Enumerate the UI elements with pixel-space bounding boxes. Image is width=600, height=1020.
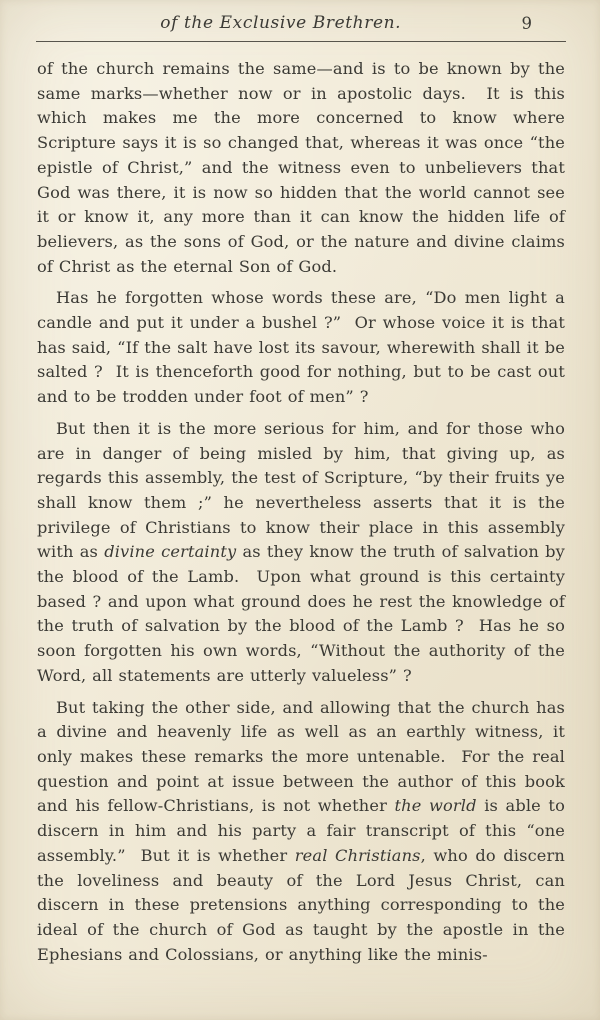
text-run: But taking the other side, and allowing that the church has a divine and heavenly life as well as an earthly witness, it only makes these remarks the more untenable. For the real question and point at issue between the author of this book and his fellow-Christians, is not whether (37, 697, 565, 816)
running-head-title: of the Exclusive Brethren. (160, 13, 402, 33)
page-body (37, 57, 565, 974)
italic-text-run: divine certainty (104, 542, 237, 562)
text-run: , who do discern the loveliness and beauty of the Lord Jesus Christ, can discern in these pretensions anything corresponding to the ideal of the church of God as taught by the apostle in the Ephesians and Colossians, or anything like the minis- (37, 845, 565, 964)
paragraph (37, 57, 565, 279)
page-number: 9 (521, 14, 532, 33)
paragraph (37, 286, 565, 410)
text-run: But then it is the more serious for him, and for those who are in danger of being misled by him, that giving up, as regards this assembly, the test of Scripture, “by their fruits ye shall know them ;” he nevertheless asserts that it is the privilege of Christians to know their place in this assembly with as (37, 418, 565, 562)
header-rule-divider (36, 41, 566, 42)
paragraph (37, 696, 565, 968)
italic-text-run: real Christians (294, 845, 421, 865)
running-head (0, 13, 600, 39)
text-run: Has he forgotten whose words these are, “Do men light a candle and put it under a bushel ?” Or whose voice it is that has said, “If the salt have lost its savour, wherewith shall it be salted ? It is thenceforth good for nothing, but to be cast out and to be trodden under foot of men” ? (37, 288, 565, 407)
italic-text-run: the world (394, 796, 477, 816)
text-run: is able to discern in him and his party a fair transcript of this “one assembly.” But it is whether (37, 796, 565, 865)
text-run: as they know the truth of salvation by the blood of the Lamb. Upon what ground is this certainty based ? and upon what ground does he rest the knowledge of the truth of salvation by the blood of the Lamb ? Has he so soon forgotten his own words, “Without the authority of the Word, all statements are utterly valueless” ? (37, 542, 565, 685)
text-run: of the church remains the same—and is to be known by the same marks—whether now or in apostolic days. It is this which makes me the more concerned to know where Scripture says it is so changed that, whereas it was once “the epistle of Christ,” and the witness even to unbelievers that God was there, it is now so hidden that the world cannot see it or know it, any more than it can know the hidden life of believers, as the sons of God, or the nature and divine claims of Christ as the eternal Son of God. (37, 59, 565, 276)
paragraph (37, 417, 565, 689)
